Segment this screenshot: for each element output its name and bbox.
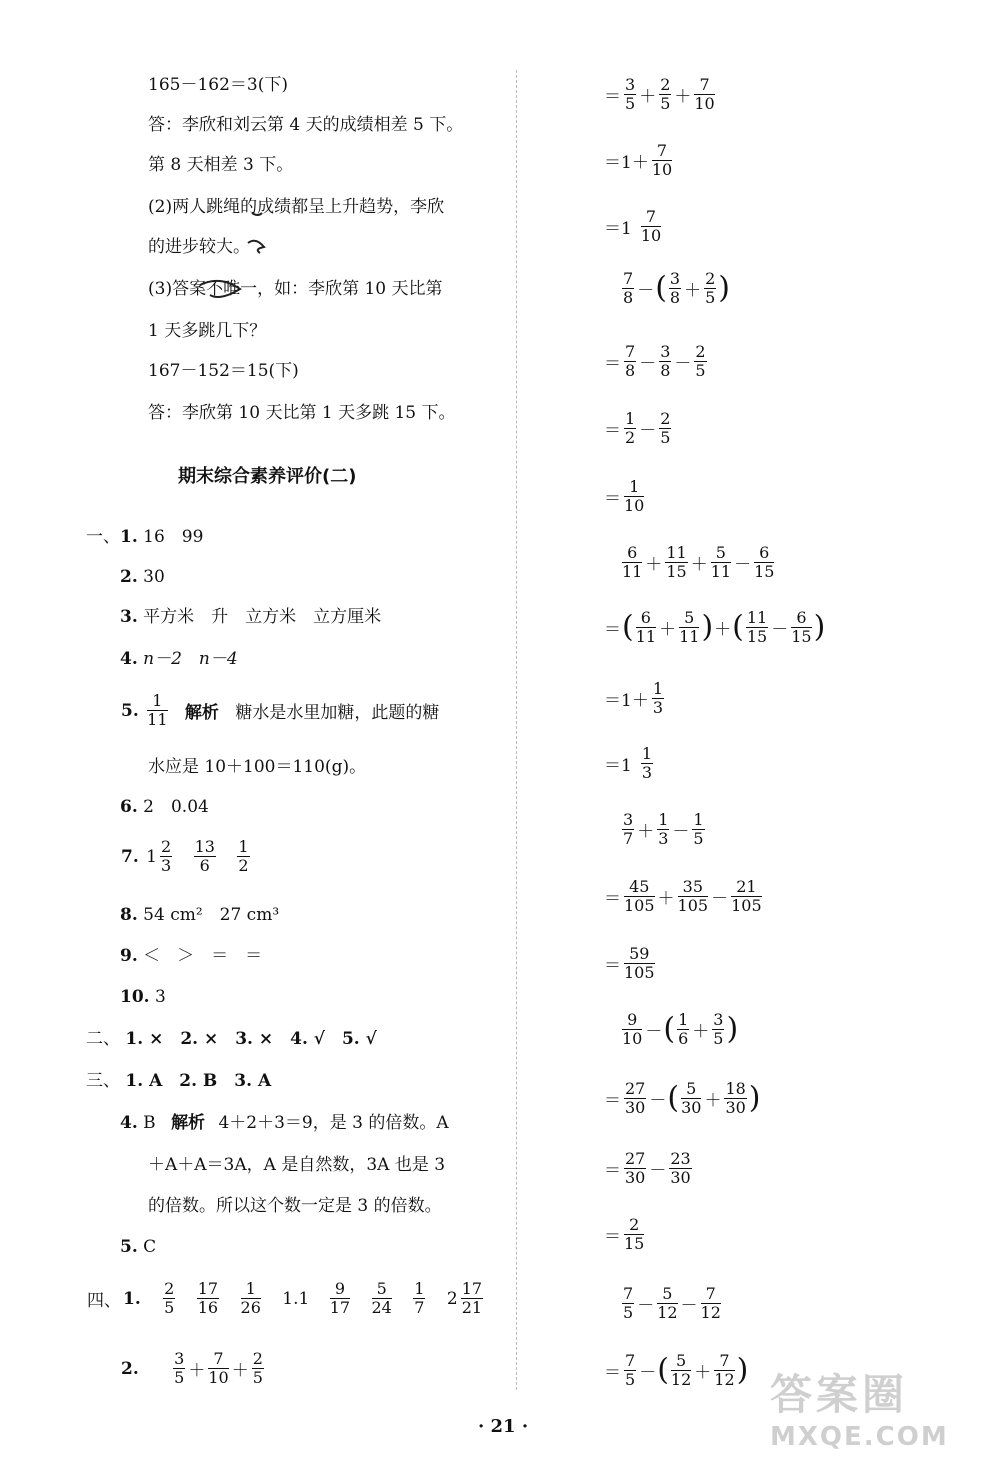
math-step: ＝ $\frac{2}{15}$ [604,1215,645,1253]
fraction: $\frac{1}{7}$ [414,1279,425,1317]
text-line: 1 天多跳几下？ [148,321,267,341]
section-label: 二、 [86,1029,120,1049]
question-number: 2. [120,567,138,587]
math-step: $\frac{3}{7}$ ＋ $\frac{1}{3}$ － $\frac{1}{5}$ [623,810,704,848]
question-number: 3. [120,607,138,627]
answer-text: 16 99 [143,527,204,547]
column-divider [516,70,517,1390]
whole-number: 1 [146,846,157,867]
page-number: · 21 · [478,1416,529,1437]
answer-text: 54 cm² 27 cm³ [143,905,280,925]
math-step: ＝ $\frac{27}{30}$ －( $\frac{5}{30}$ ＋ $\frac{18}{30}$ ) [604,1079,761,1117]
math-step: $\frac{9}{10}$ －( $\frac{1}{6}$ ＋ $\frac{3}{5}$ ) [622,1010,739,1048]
section-label: 一、 [86,527,120,547]
math-step: $\frac{7}{8}$ －( $\frac{3}{8}$ ＋ $\frac{2}{5}$ ) [623,269,730,307]
fraction: $\frac{17}{21}$ [461,1279,483,1317]
handwritten-scribble [190,195,280,345]
answer-text: 1. × 2. × 3. × 4. √ 5. √ [125,1029,377,1049]
fraction: $\frac{1}{11}$ [147,691,168,729]
question-number: 7. [121,846,139,867]
expression: $\frac{3}{5}$ ＋ $\frac{7}{10}$ ＋ $\frac{2}{5}$ [174,1349,263,1387]
math-step: ＝1＋ $\frac{7}{10}$ [604,141,673,179]
question-number: 5. [121,700,139,721]
question-number: 1. [123,1288,141,1309]
question-number: 4. [120,649,138,669]
question-number: 4. [120,1113,138,1133]
decimal-value: 1.1 [282,1288,310,1309]
math-step: $\frac{7}{5}$ － $\frac{5}{12}$ － $\frac{7}{12}$ [623,1284,721,1322]
question-number: 2. [121,1358,139,1379]
fraction: $\frac{13}{6}$ [194,837,215,875]
fraction: $\frac{9}{17}$ [329,1279,351,1317]
math-step: ＝1 $\frac{1}{3}$ [604,744,653,782]
fraction: $\frac{2}{5}$ [164,1279,175,1317]
answer-text: 糖水是水里加糖，此题的糖 [235,703,440,723]
answer-text: n－2 n－4 [143,649,238,669]
question-number: 10. [120,987,150,1007]
answer-text: ＜ ＞ ＝ ＝ [143,946,263,966]
text-line: 165－162＝3(下) [148,75,288,95]
text-line: (3)答案不唯一，如：李欣第 10 天比第 [148,279,443,299]
math-step: ＝ $\frac{1}{10}$ [604,477,645,515]
analysis-label: 解析 [171,1113,206,1133]
whole-number: 2 [446,1288,458,1309]
math-step: ＝ $\frac{7}{8}$ － $\frac{3}{8}$ － $\frac{2}{5}$ [604,342,706,380]
math-step: ＝1 $\frac{7}{10}$ [604,207,662,245]
fraction: $\frac{1}{2}$ [238,837,249,875]
answer-choice: C [143,1237,157,1257]
text-line: (2)两人跳绳的成绩都呈上升趋势，李欣 [148,197,445,217]
math-step: ＝1＋ $\frac{1}{3}$ [604,679,664,717]
text-line: 第 8 天相差 3 下。 [148,155,294,175]
text-line: 的进步较大。 [148,237,250,257]
fraction-list [161,1279,485,1317]
math-step: $\frac{6}{11}$ ＋ $\frac{11}{15}$ ＋ $\frac{5}{11}$ － $\frac{6}{15}$ [622,543,775,581]
answer-text: 水应是 10＋100＝110(g)。 [148,757,367,777]
fraction: $\frac{17}{16}$ [197,1279,219,1317]
question-number: 9. [120,946,138,966]
math-step: ＝ $\frac{59}{105}$ [604,944,655,982]
section-title: 期末综合素养评价(二) [178,466,357,487]
answer-text: 4＋2＋3＝9，是 3 的倍数。A [218,1113,449,1133]
math-step: ＝ $\frac{7}{5}$ －( $\frac{5}{12}$ ＋ $\frac{7}{12}$ ) [604,1351,749,1389]
question-number: 1. [120,527,138,547]
answer-text: 3 [154,987,166,1007]
section-label: 三、 [86,1071,120,1091]
analysis-label: 解析 [184,703,219,723]
watermark-logo: 答案圈 MXQE.COM [770,1370,949,1452]
answer-text: 的倍数。所以这个数一定是 3 的倍数。 [148,1196,442,1216]
answer-text: ＋A＋A＝3A，A 是自然数，3A 也是 3 [148,1155,446,1175]
text-line: 167－152＝15(下) [148,361,299,381]
fraction: $\frac{1}{26}$ [240,1279,261,1317]
math-step: ＝( $\frac{6}{11}$ ＋ $\frac{5}{11}$ )＋( $\frac{11}{15}$ － $\frac{6}{15}$ ) [604,608,826,646]
answer-text: 2 0.04 [143,797,209,817]
answer-choice: B [143,1113,156,1133]
question-number: 6. [120,797,138,817]
question-number: 5. [120,1237,138,1257]
answer-text: 平方米 升 立方米 立方厘米 [143,607,382,627]
text-line: 答：李欣和刘云第 4 天的成绩相差 5 下。 [148,115,464,135]
question-number: 8. [120,905,138,925]
fraction: $\frac{5}{24}$ [371,1279,392,1317]
math-step: ＝ $\frac{45}{105}$ ＋ $\frac{35}{105}$ － $\frac{21}{105}$ [604,877,762,915]
answer-text: 1. A 2. B 3. A [125,1071,272,1091]
math-step: ＝ $\frac{3}{5}$ ＋ $\frac{2}{5}$ ＋ $\frac{7}{10}$ [604,75,715,113]
math-step: ＝ $\frac{27}{30}$ － $\frac{23}{30}$ [604,1149,691,1187]
text-line: 答：李欣第 10 天比第 1 天多跳 15 下。 [148,403,456,423]
section-label: 四、 [87,1291,121,1311]
fraction: $\frac{2}{3}$ [160,837,172,875]
math-step: ＝ $\frac{1}{2}$ － $\frac{2}{5}$ [604,409,671,447]
answer-text: 30 [143,567,165,587]
